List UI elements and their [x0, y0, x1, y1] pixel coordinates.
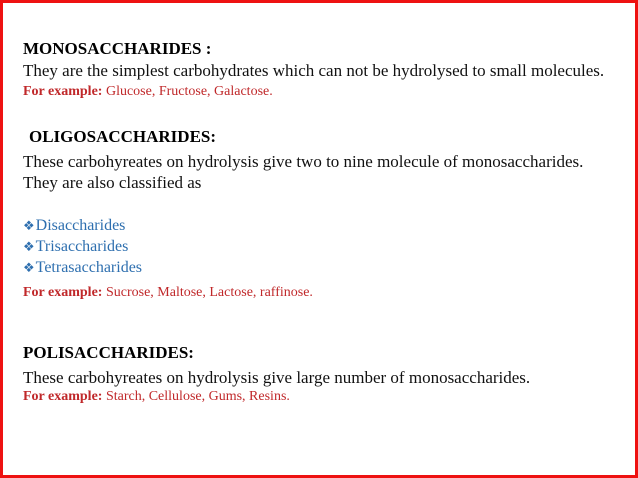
list-item: [23, 215, 142, 236]
polisaccharides-heading: POLISACCHARIDES:: [23, 343, 194, 362]
list-item: [23, 236, 142, 257]
oligosaccharides-example: [23, 285, 313, 301]
oligosaccharide-classes-list: [23, 215, 142, 278]
polisaccharides-example: [23, 389, 290, 405]
example-text: Starch, Cellulose, Gums, Resins.: [102, 389, 290, 404]
diamond-bullet-icon: ❖: [23, 260, 35, 275]
polisaccharides-description: These carbohyreates on hydrolysis give large number of monosaccharides.: [23, 368, 531, 387]
example-text: Sucrose, Maltose, Lactose, raffinose.: [102, 285, 313, 300]
list-item-label: Tetrasaccharides: [35, 259, 143, 276]
monosaccharides-heading: MONOSACCHARIDES :: [23, 39, 212, 58]
example-label: For example:: [23, 285, 103, 300]
list-item-label: Disaccharides: [35, 217, 126, 234]
example-label: For example:: [23, 84, 103, 99]
monosaccharides-example: [23, 84, 273, 100]
diamond-bullet-icon: ❖: [23, 218, 35, 233]
list-item: [23, 257, 142, 278]
oligosaccharides-description-line2: They are also classified as: [23, 173, 202, 192]
diamond-bullet-icon: ❖: [23, 239, 35, 254]
oligosaccharides-heading: OLIGOSACCHARIDES:: [29, 127, 217, 146]
monosaccharides-description: They are the simplest carbohydrates which can not be hydrolysed to small molecules.: [23, 61, 605, 80]
example-text: Glucose, Fructose, Galactose.: [102, 84, 273, 99]
list-item-label: Trisaccharides: [35, 238, 129, 255]
oligosaccharides-description-line1: These carbohyreates on hydrolysis give two to nine molecule of monosaccharides.: [23, 152, 584, 171]
example-label: For example:: [23, 389, 103, 404]
